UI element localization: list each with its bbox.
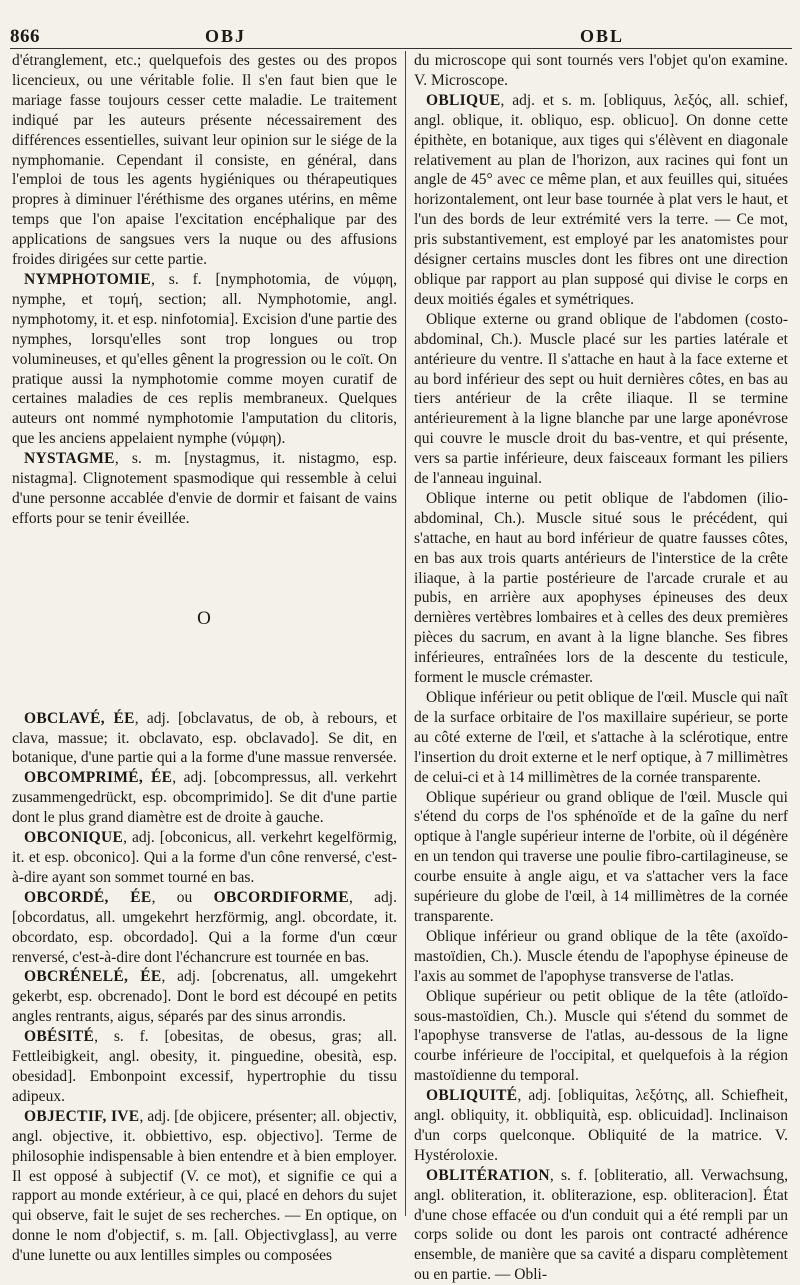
entry-text: , adj. [obcordatus, all. umgekehrt herzförmig, angl. obcordate, it. obcordato, esp. obcordado]. Qui a la forme d'un cœur renversé, c'est-à-dire dont l'échancrure est tournée en bas. [12, 888, 397, 966]
right-column [414, 51, 788, 1285]
entry-continuation: du microscope qui sont tournés vers l'objet qu'on examine. V. Microscope. [414, 52, 788, 89]
headword: OBÉSITÉ [24, 1028, 95, 1046]
subentry-oblique-interne: Oblique interne ou petit oblique de l'abdomen (ilio-abdominal, Ch.). Muscle situé sous le précédent, qui s'attache, en haut au bord inférieur de quatre fausses côtes, en bas aux trois quarts antérieurs de l'interstice de la crête iliaque, à la partie postérieure de l'arcade crurale et au pubis, en arrière aux apophyses épineuses des deux dernières vertèbres lombaires et à celles des deux premières pièces du sacrum, en avant à la ligne blanche. Ses fibres inférieures, entraînées lors de la descente du testicule, forment le muscle crémaster. [414, 489, 788, 687]
column-divider [405, 51, 406, 1216]
subentry-oblique-externe: Oblique externe ou grand oblique de l'abdomen (costo-abdominal, Ch.). Muscle placé sur les parties latérale et antérieure du ventre. Il s'attache en haut à la face externe et au bord inférieur des sept ou huit dernières côtes, en bas au tiers antérieur de la crête iliaque. Il se termine antérieurement à la ligne blanche par une large aponévrose qui couvre le muscle droit du bas-ventre, et qui présente, vers sa partie inférieure, deux faisceaux formant les piliers de l'anneau inguinal. [414, 310, 788, 488]
headword: OBCORDÉ, ÉE [24, 888, 152, 906]
entry-text: , s. m. [nystagmus, it. nistagmo, esp. nistagma]. Clignotement spasmodique qui ressemble à celui d'une personne accablée d'envie de dormir et faisant de vains efforts pour se tenir éveillée. [12, 450, 397, 527]
headword: OBCONIQUE [24, 829, 124, 847]
entry-obliteration [414, 1166, 788, 1285]
header-rule [10, 48, 792, 49]
entry-obcorde [12, 888, 397, 968]
entry-oblique [414, 91, 788, 310]
headword: OBCORDIFORME [213, 888, 349, 906]
subentry-oblique-inferieur-tete: Oblique inférieur ou grand oblique de la tête (axoïdo-mastoïdien, Ch.). Muscle étendu de l'apophyse épineuse de l'axis au sommet de l'apophyse transverse de l'atlas. [414, 927, 788, 985]
page-number: 866 [10, 26, 40, 47]
entry-text: , adj. [obcrenatus, all. umgekehrt gekerbt, esp. obcrenado]. Dont le bord est découpé en petits angles rentrants, aigus, séparés par des sinus arrondis. [12, 968, 398, 1026]
entry-text: , s. f. [nymphotomia, de νύμφη, nymphe, et τομή, section; all. Nymphotomie, angl. nymphotomy, it. et esp. ninfotomia]. Excision d'une partie des nymphes, lorsqu'elles sont trop longues ou trop volumineuses, et qu'elles gênent la progression ou le coït. On pratique aussi la nymphotomie comme moyen curatif de certaines maladies de ces replis membraneux. Quelques auteurs ont nommé nymphotomie l'amputation du clitoris, que les anciens appelaient nymphe (νύμφη). [12, 270, 397, 448]
entry-obcrenele [12, 967, 397, 1027]
entry-objectif [12, 1107, 397, 1266]
section-letter: O [197, 607, 212, 629]
entry-obcomprime [12, 768, 397, 828]
entry-text: , s. f. [obliteratio, all. Verwachsung, angl. obliteration, it. obliterazione, esp. obliteracion]. État d'une chose effacée ou d'un conduit qui a été rempli par un corps solide ou dont les parois ont contracté adhérence ensemble, de manière que sa cavité a disparu complètement ou en partie. — Obli- [414, 1166, 788, 1284]
headword: OBCOMPRIMÉ, ÉE [24, 769, 173, 787]
entry-text: , adj. [de objicere, présenter; all. objectiv, angl. objective, it. obbiettivo, esp. objectivo]. Terme de philosophie indispensable à bien entendre et à bien employer. Il est opposé à subjectif (V. ce mot), et signifie ce qui a rapport au monde extérieur, à ce qui, placé en dehors du sujet qui observe, fait le sujet de ses recherches. — En optique, on donne le nom d'objectif, s. m. [all. Objectivglass], au verre d'une lunette ou aux lentilles simples ou composées [12, 1107, 397, 1265]
headword: OBLIQUITÉ [426, 1087, 518, 1105]
subentry-oblique-inferieur-oeil: Oblique inférieur ou petit oblique de l'œil. Muscle qui naît de la surface orbitaire de l'os maxillaire supérieur, se porte au côté externe de l'œil, et s'attache à la sclérotique, entre l'insertion du droit externe et le nerf optique, à 7 millimètres de celui-ci et à 14 millimètres de la cornée transparente. [414, 689, 788, 786]
headword: NYMPHOTOMIE [24, 270, 152, 288]
entry-text: , adj. [obcompressus, all. verkehrt zusammengedrückt, esp. obcomprimido]. Se dit d'une partie dont le plus grand diamètre est de droite à gauche. [12, 769, 397, 827]
headword: NYSTAGME [24, 450, 115, 468]
running-head-right: OBL [580, 26, 625, 46]
left-column [12, 51, 397, 1266]
subentry-oblique-superieur-tete: Oblique supérieur ou petit oblique de la tête (atloïdo-sous-mastoïdien, Ch.). Muscle qui s'étend du sommet de l'apophyse transverse de l'atlas, au-dessous de la ligne courbe inférieure de l'occipital, et quelquefois à la région mastoïdienne du temporal. [414, 987, 788, 1085]
entry-obclave [12, 709, 397, 769]
entry-obconique [12, 828, 397, 888]
entry-text: , adj. [obliquitas, λεξότης, all. Schiefheit, angl. obliquity, it. obbliquità, esp. oblicuidad]. Inclinaison d'un corps quelconque. Obliquité de la matrice. V. Hystéroloxie. [414, 1087, 788, 1164]
entry-nystagme [12, 449, 397, 529]
entry-nymphotomie [12, 270, 397, 449]
entry-continuation: d'étranglement, etc.; quelquefois des gestes ou des propos licencieux, ou une véritable folie. Il s'en faut bien que le mariage fasse toujours cesser cette maladie. Le traitement indiqué par les auteurs présente nécessairement des différences essentielles, suivant leur opinion sur le siége de la nymphomanie. Cependant il consiste, en général, dans l'emploi de tous les agents hygiéniques ou thérapeutiques propres à diminuer l'éréthisme des organes utérins, en même temps que l'on apaise l'excitation encéphalique par des applications de sangsues vers la nuque ou des affusions froides dirigées sur cette partie. [12, 52, 397, 269]
headword: OBLIQUE [426, 91, 501, 109]
entry-text: , adj. et s. m. [obliquus, λεξός, all. schief, angl. oblique, it. obliquo, esp. oblicuo]. On donne cette épithète, en botanique, aux tiges qui s'élèvent en diagonale relativement au plan de l'horizon, aux racines qui font un angle de 45° avec ce même plan, et aux feuilles qui, situées horizontalement, ont leur base tournée à plat vers le haut, et l'un des bords de leur extrémité vers la terre. — Ce mot, pris substantivement, est employé par les anatomistes pour désigner certains muscles dont les fibres ont une direction oblique par rapport au plan supposé qui divise le corps en deux moitiés égales et symétriques. [414, 91, 788, 308]
entry-connector: , ou [151, 888, 214, 906]
subentry-oblique-superieur-oeil: Oblique supérieur ou grand oblique de l'œil. Muscle qui s'étend du corps de l'os sphénoïde et de la gaîne du nerf optique à l'angle supérieur interne de l'orbite, où il dégénère en un tendon qui traverse une poulie fibro-cartilagineuse, se courbe ensuite à angle aigu, et va s'attacher vers la face supérieure du globe de l'œil, à 14 millimètres de la cornée transparente. [414, 788, 788, 925]
running-head-left: OBJ [205, 26, 247, 46]
entry-obliquite [414, 1086, 788, 1166]
page-header [0, 26, 800, 54]
headword: OBJECTIF, IVE [24, 1107, 140, 1125]
headword: OBCRÉNELÉ, ÉE [24, 968, 162, 986]
entry-text: , adj. [obconicus, all. verkehrt kegelförmig, it. et esp. obconico]. Qui a la forme d'un cône renversé, c'est-à-dire ayant son sommet tourné en bas. [12, 829, 397, 886]
entry-text: , s. f. [obesitas, de obesus, gras; all. Fettleibigkeit, angl. obesity, it. pinguedine, obesità, esp. obesidad]. Embonpoint excessif, hypertrophie du tissu adipeux. [12, 1028, 397, 1105]
headword: OBLITÉRATION [426, 1166, 550, 1184]
entry-obesite [12, 1027, 397, 1107]
entry-text: , adj. [obclavatus, de ob, à rebours, et clava, massue; it. obclavato, esp. obclavado]. Se dit, en botanique, d'une partie qui a la forme d'une massue renversée. [12, 709, 397, 767]
headword: OBCLAVÉ, ÉE [24, 709, 135, 727]
